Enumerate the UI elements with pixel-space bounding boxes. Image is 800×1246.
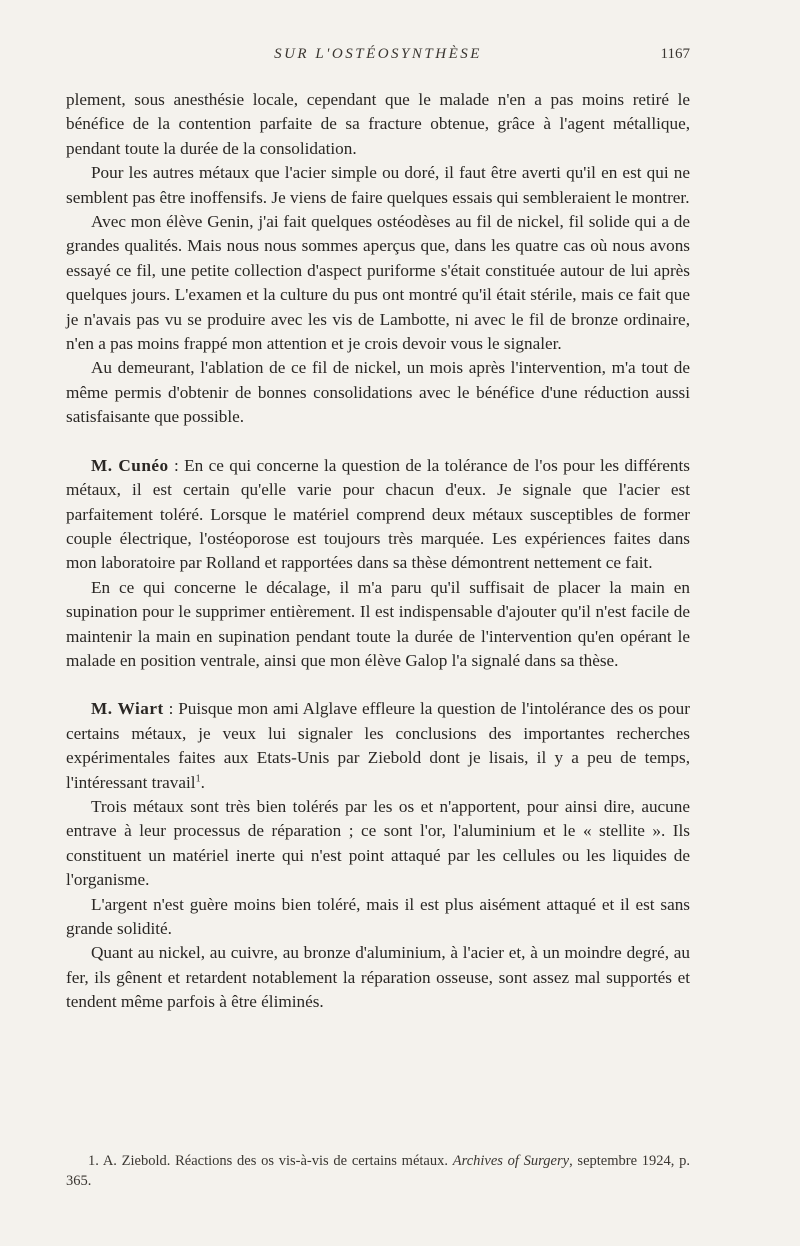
paragraph-continuation: plement, sous anesthésie locale, cependant que le malade n'en a pas moins retiré le bénéfice de la contention parfaite de sa fracture obtenue, grâce à l'agent métallique, pendant toute la durée de la consolidation.: [66, 90, 690, 158]
paragraph-nickel-ablation: Au demeurant, l'ablation de ce fil de nickel, un mois après l'intervention, m'a tout de même permis d'obtenir de bonnes consolidations avec le bénéfice d'une réduction aussi satisfaisante que possible.: [66, 358, 690, 427]
paragraph-wiart-intro: [66, 697, 690, 795]
footnote-text: A. Ziebold. Réactions des os vis-à-vis de certains métaux.: [98, 1153, 453, 1169]
running-head: [66, 46, 690, 68]
paragraph-tolerated-metals: Trois métaux sont très bien tolérés par les os et n'apportent, pour ainsi dire, aucune entrave à leur processus de réparation ; ce sont l'or, l'aluminium et le « stellite ». Ils constituent un matériel inerte qui n'est point attaqué par les cellules ou les liquides de l'organisme.: [66, 796, 690, 890]
paragraph-cuneo-decalage: En ce qui concerne le décalage, il m'a paru qu'il suffisait de placer la main en supination pour le supprimer entièrement. Il est indispensable d'ajouter qu'il n'est facile de maintenir la main en supination pendant toute la durée de l'intervention qu'en opérant le malade en position ventrale, ainsi que mon élève Galop l'a signalé dans sa thèse.: [66, 577, 690, 670]
footnote-tail: , septembre 1924, p. 365.: [66, 1153, 690, 1189]
cuneo-statement: : En ce qui concerne la question de la tolérance de l'os pour les différents métaux, il est certain qu'elle varie pour chacun d'eux. Je signale que l'acier est parfaitement toléré. Lorsque le matériel comprend deux métaux susceptibles de former couple électrique, l'ostéoporose est toujours très marquée. Les expériences faites dans mon laboratoire par Rolland et rapportées dans sa thèse démontrent nettement ce fait.: [66, 455, 690, 573]
speaker-wiart: M. Wiart: [91, 699, 164, 719]
wiart-statement-end: .: [200, 772, 205, 792]
wiart-statement: : Puisque mon ami Alglave effleure la question de l'intolérance des os pour certains métaux, je veux lui signaler les conclusions des importantes recherches expérimentales faites aux Etats-Unis par Ziebold dont je lisais, il y a peu de temps, l'intéressant travail: [66, 699, 690, 792]
speaker-cuneo: M. Cunéo: [91, 455, 169, 475]
footnote-1: [66, 1152, 690, 1191]
footnotes: [66, 1152, 690, 1191]
paragraph-nickel-wire: Avec mon élève Genin, j'ai fait quelques ostéodèses au fil de nickel, fil solide qui a de grandes qualités. Mais nous nous sommes aperçus que, dans les quatre cas où nous avons essayé ce fil, une petite collection d'aspect puriforme s'était constituée autour de lui après quelques jours. L'examen et la culture du pus ont montré qu'il était stérile, mais ce fait que je n'avais pas vu se produire avec les vis de Lambotte, ni avec le fil de bronze ordinaire, n'en a pas moins frappé mon attention et je crois devoir vous le signaler.: [66, 212, 690, 354]
footnote-journal: Archives of Surgery: [452, 1153, 570, 1169]
footnote-reference[interactable]: 1: [195, 772, 201, 784]
paragraph-other-metals: Pour les autres métaux que l'acier simple ou doré, il faut être averti qu'il en est qui ne semblent pas être inoffensifs. Je viens de faire quelques essais qui sembleraient le montrer.: [66, 163, 690, 207]
paragraph-silver: L'argent n'est guère moins bien toléré, mais il est plus aisément attaqué et il est sans grande solidité.: [66, 894, 690, 938]
running-title: SUR L'OSTÉOSYNTHÈSE: [274, 46, 482, 62]
paragraph-cuneo-intro: [66, 454, 690, 576]
paragraph-poorly-tolerated: Quant au nickel, au cuivre, au bronze d'aluminium, à l'acier et, à un moindre degré, au fer, ils gênent et retardent notablement la réparation osseuse, sont assez mal supportés et tendent même parfois à être éliminés.: [66, 943, 690, 1012]
body-text: [66, 88, 690, 1015]
page-number: 1167: [660, 46, 690, 62]
footnote-number: 1.: [88, 1153, 99, 1169]
